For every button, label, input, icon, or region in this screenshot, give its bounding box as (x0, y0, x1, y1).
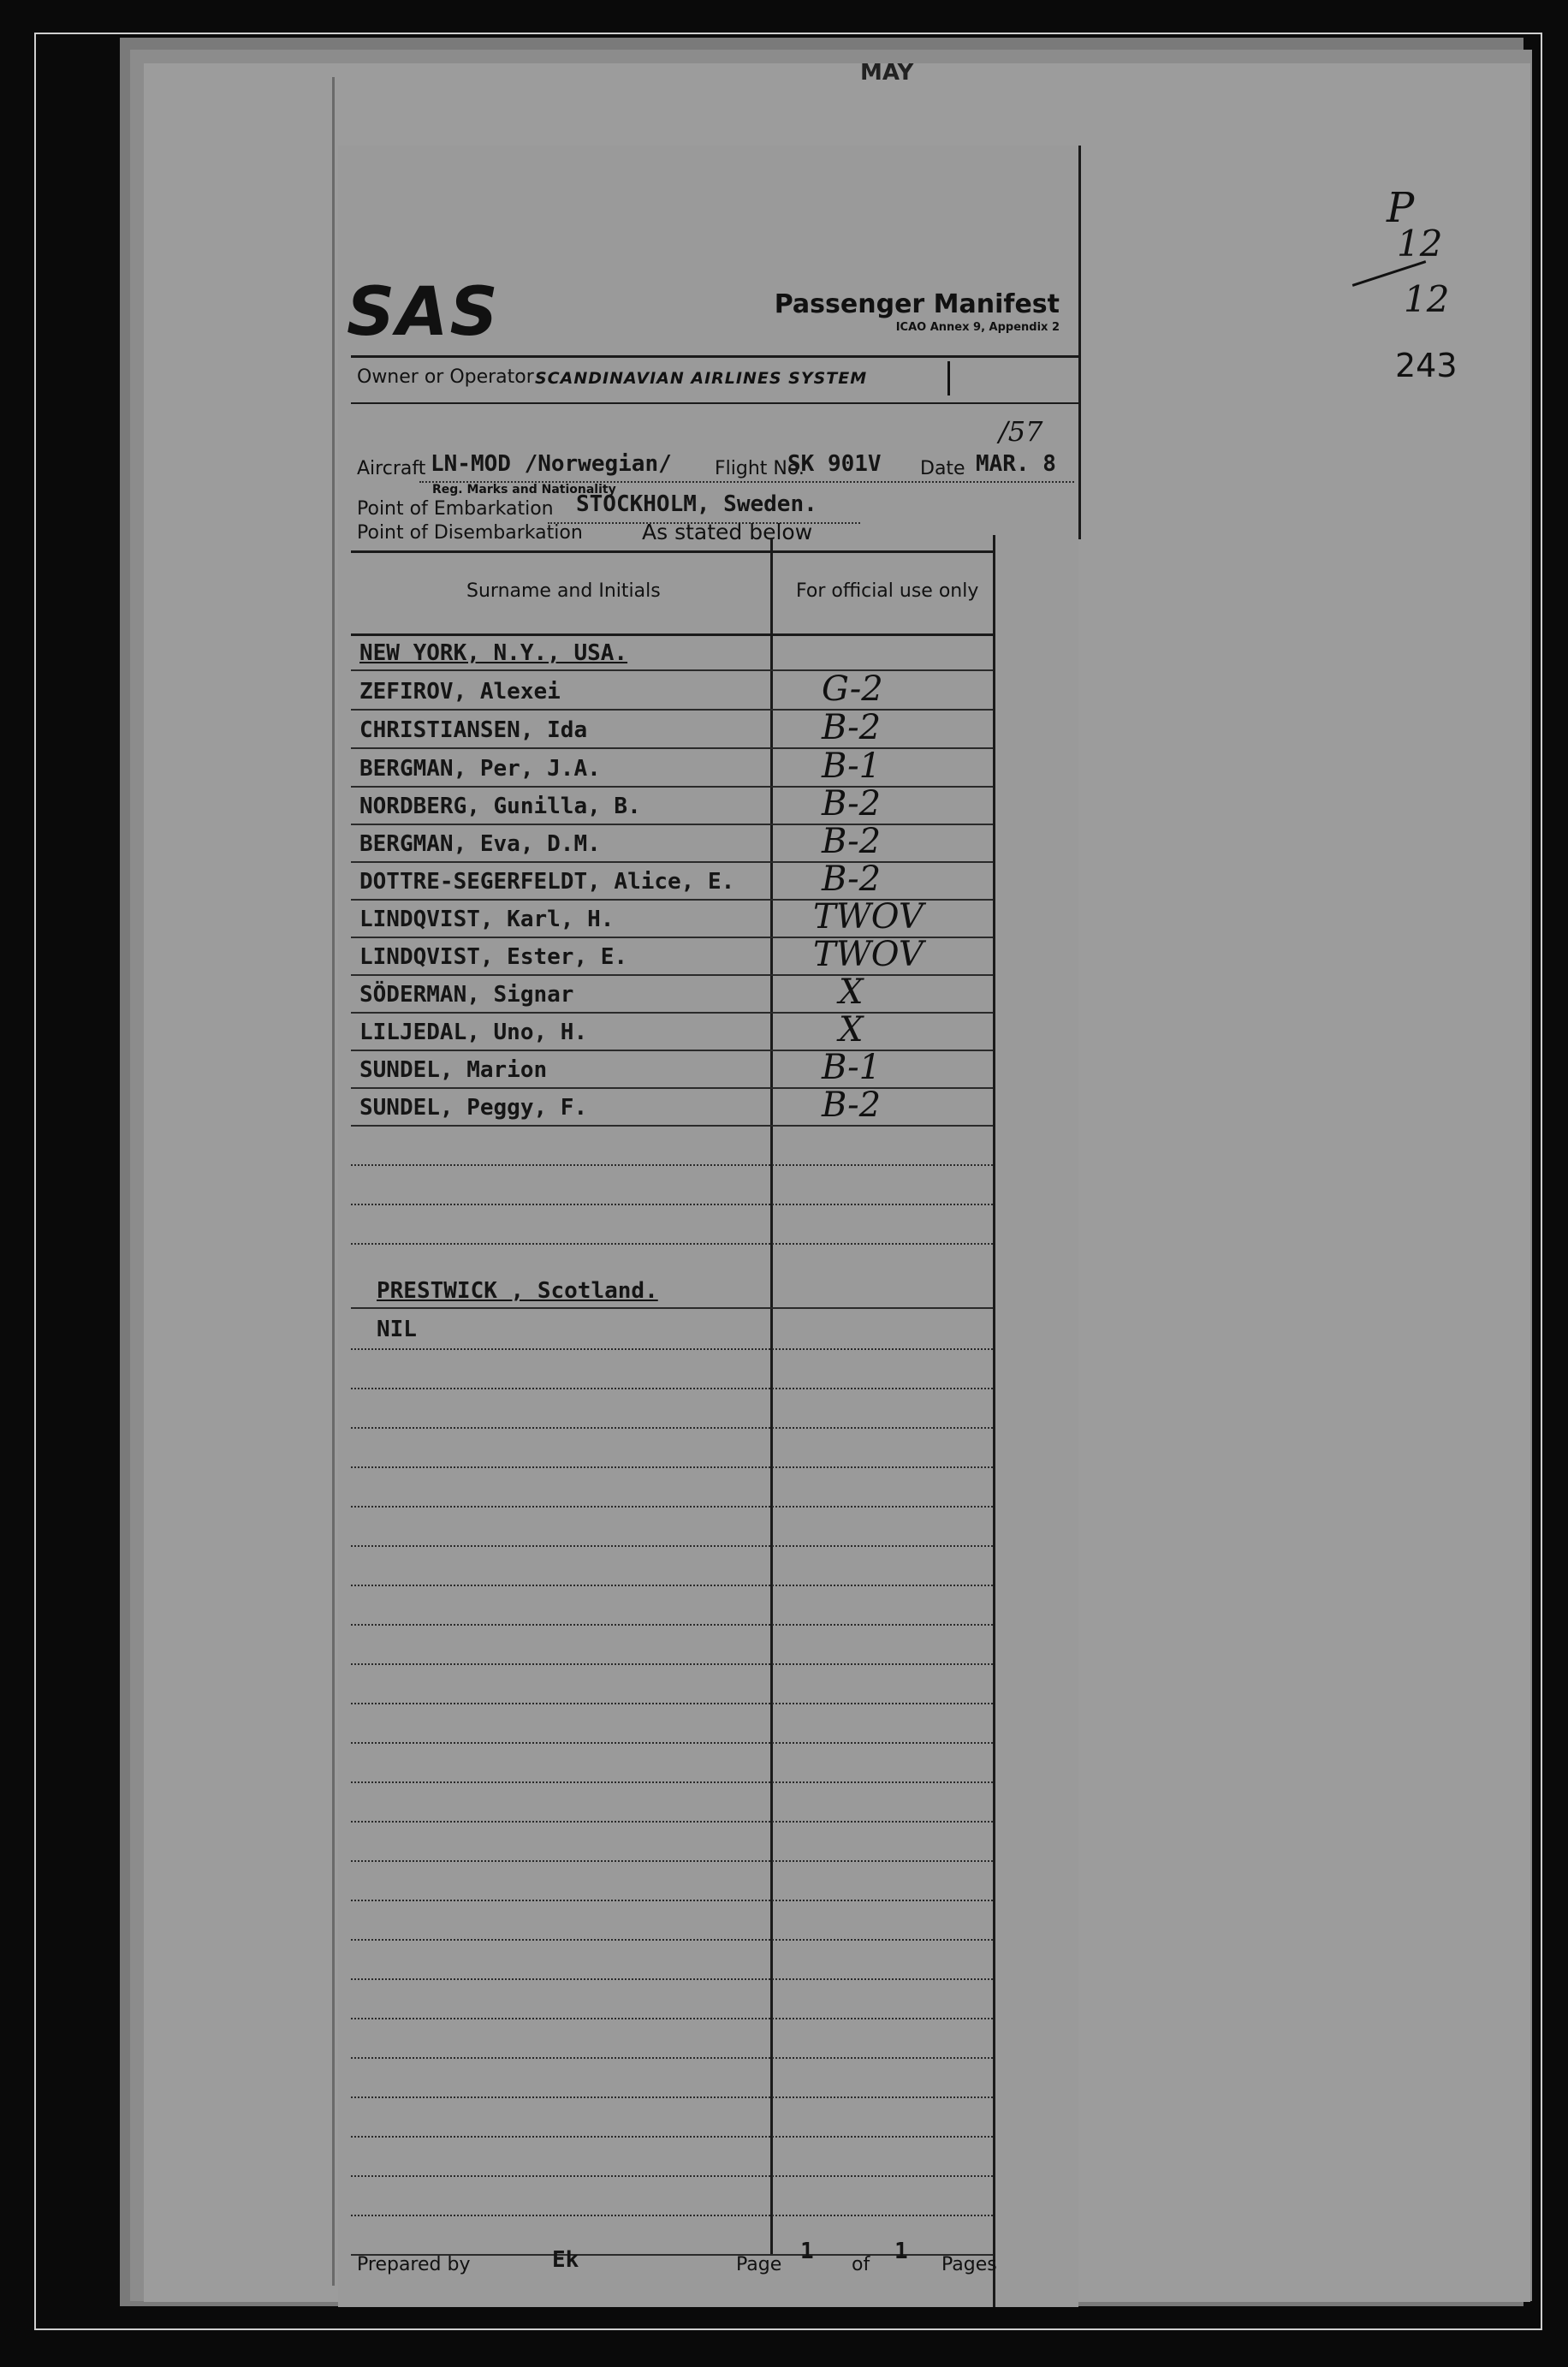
page-label: Page (736, 2254, 782, 2275)
pages-label: Pages (941, 2254, 997, 2275)
passenger-name: SUNDEL, Peggy, F. (359, 1095, 588, 1121)
official-code: TWOV (813, 897, 924, 937)
passenger-name: LINDQVIST, Ester, E. (359, 944, 628, 970)
passenger-name: CHRISTIANSEN, Ida (359, 717, 588, 743)
year-handwritten: /57 (999, 415, 1043, 448)
destination-new-york: NEW YORK, N.Y., USA. (359, 640, 628, 666)
of-label: of (852, 2254, 870, 2275)
page-fold (332, 77, 335, 2286)
passenger-name: BERGMAN, Per, J.A. (359, 756, 601, 782)
flight-value: SK 901V (787, 451, 882, 477)
official-code: X (839, 1010, 864, 1050)
reg-marks-note: Reg. Marks and Nationality (432, 483, 616, 497)
form-title: Passenger Manifest (774, 289, 1060, 319)
official-code: TWOV (813, 935, 924, 974)
nil-note: NIL (377, 1317, 417, 1342)
prepared-by-label: Prepared by (357, 2254, 471, 2275)
prepared-by-value: Ek (552, 2247, 579, 2273)
column-divider (770, 538, 773, 2254)
folio-letter: P (1387, 184, 1415, 232)
official-code: B-2 (822, 1085, 882, 1125)
embarkation-value: STOCKHOLM, Sweden. (576, 491, 817, 517)
passenger-name: DOTTRE-SEGERFELDT, Alice, E. (359, 869, 735, 895)
official-code: G-2 (822, 669, 883, 709)
passenger-name: ZEFIROV, Alexei (359, 679, 561, 705)
flight-label: Flight No. (715, 458, 805, 479)
page-value: 1 (800, 2239, 814, 2264)
column-header-official: For official use only (796, 580, 979, 602)
passenger-name: BERGMAN, Eva, D.M. (359, 831, 601, 857)
passenger-name: LINDQVIST, Karl, H. (359, 907, 615, 932)
operator-value: SCANDINAVIAN AIRLINES SYSTEM (535, 369, 868, 388)
column-header-name: Surname and Initials (466, 580, 661, 602)
operator-label: Owner or Operator (357, 366, 534, 388)
official-code: B-1 (822, 746, 882, 786)
official-code: X (839, 972, 864, 1012)
top-stamp: MAY (860, 60, 914, 86)
sas-logo: SAS (347, 274, 500, 351)
destination-prestwick: PRESTWICK , Scotland. (377, 1278, 658, 1304)
official-code: B-2 (822, 859, 882, 899)
official-code: B-2 (822, 708, 882, 747)
aircraft-label: Aircraft (357, 458, 426, 479)
embarkation-label: Point of Embarkation (357, 498, 554, 520)
disembarkation-label: Point of Disembarkation (357, 522, 583, 544)
official-code: B-2 (822, 784, 882, 824)
page-number: 243 (1395, 347, 1458, 384)
passenger-name: LILJEDAL, Uno, H. (359, 1020, 588, 1045)
of-value: 1 (894, 2239, 908, 2264)
folio-number-bottom: 12 (1404, 278, 1450, 320)
folio-number-top: 12 (1397, 223, 1443, 265)
aircraft-value: LN-MOD /Norwegian/ (431, 451, 672, 477)
passenger-name: NORDBERG, Gunilla, B. (359, 794, 641, 819)
date-value: MAR. 8 (976, 451, 1056, 477)
official-code: B-1 (822, 1048, 882, 1087)
date-label: Date (920, 458, 965, 479)
disembarkation-value: As stated below (642, 520, 813, 544)
manifest-form (338, 146, 1078, 2307)
passenger-name: SÖDERMAN, Signar (359, 982, 574, 1008)
form-subtitle: ICAO Annex 9, Appendix 2 (895, 321, 1060, 334)
official-code: B-2 (822, 822, 882, 861)
passenger-name: SUNDEL, Marion (359, 1057, 548, 1083)
